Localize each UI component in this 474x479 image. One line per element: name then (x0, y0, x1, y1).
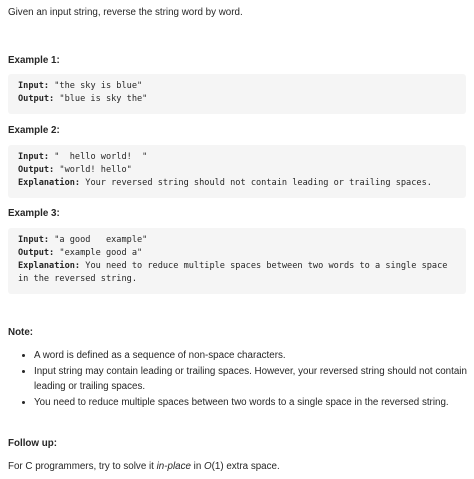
example-2-output-label: Output: (18, 165, 55, 175)
example-3-code (8, 228, 466, 294)
note-item: • A word is defined as a sequence of non-space characters. (34, 348, 474, 363)
followup-inplace: in-place (156, 461, 191, 472)
example-1-input: "the sky is blue" (49, 81, 143, 91)
note-item: • Input string may contain leading or trailing spaces. However, your reversed string should not contain leading or trailing spaces. (34, 364, 474, 394)
followup-suffix: (1) extra space. (211, 461, 280, 472)
followup-prefix: For C programmers, try to solve it (8, 461, 157, 472)
example-3-output: "example good a" (54, 248, 143, 258)
followup-heading: Follow up: (8, 438, 57, 449)
problem-intro: Given an input string, reverse the string word by word. (8, 7, 243, 18)
followup-o: O (204, 461, 212, 472)
example-3-output-label: Output: (18, 248, 55, 258)
followup-text (8, 459, 280, 474)
example-1-output-label: Output: (18, 94, 55, 104)
example-2-input-label: Input: (18, 152, 50, 162)
example-3-input-label: Input: (18, 235, 50, 245)
example-2-input: " hello world! " (49, 152, 148, 162)
example-3-input: "a good example" (49, 235, 148, 245)
example-2-explanation-label: Explanation: (18, 178, 81, 188)
example-2-heading: Example 2: (8, 125, 60, 136)
example-3-heading: Example 3: (8, 208, 60, 219)
example-1-input-label: Input: (18, 81, 50, 91)
example-1-output: "blue is sky the" (54, 94, 148, 104)
example-3-explanation-cont: in the reversed string. (18, 274, 137, 284)
example-2-output: "world! hello" (54, 165, 132, 175)
note-heading: Note: (8, 327, 34, 338)
example-3-explanation: You need to reduce multiple spaces between two words to a single space (80, 261, 448, 271)
followup-middle: in (190, 461, 205, 472)
example-1-heading: Example 1: (8, 55, 60, 66)
example-2-code (8, 145, 466, 198)
example-3-explanation-label: Explanation: (18, 261, 81, 271)
example-2-explanation: Your reversed string should not contain leading or trailing spaces. (80, 178, 432, 188)
note-item: • You need to reduce multiple spaces between two words to a single space in the reversed string. (34, 395, 474, 410)
example-1-code (8, 74, 466, 114)
note-list (8, 348, 474, 411)
